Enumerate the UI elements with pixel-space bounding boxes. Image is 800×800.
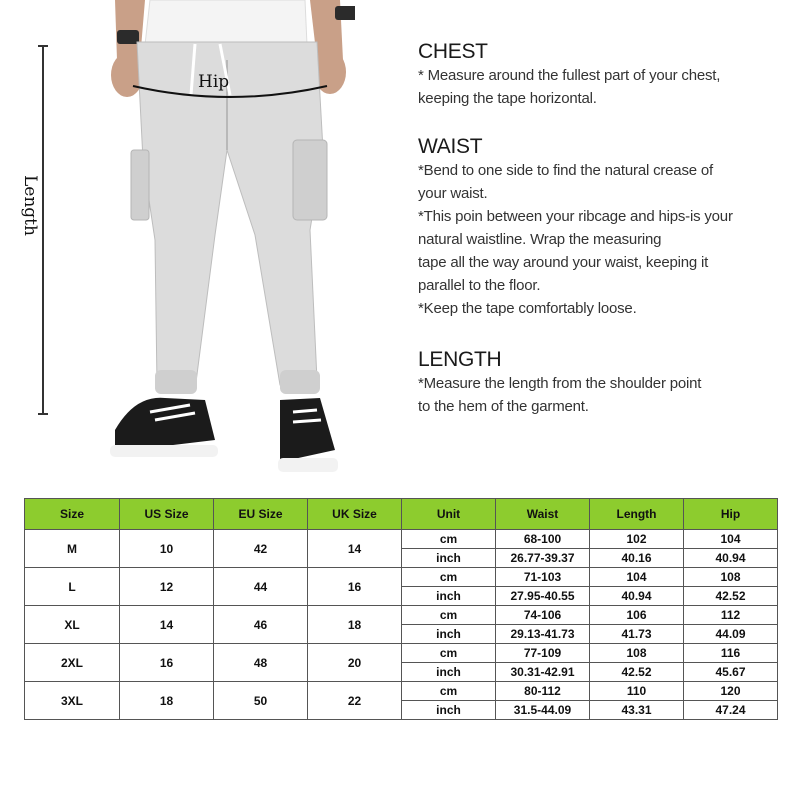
cell-hip: 47.24	[684, 701, 778, 720]
header-eu-size: EU Size	[214, 499, 308, 530]
length-section	[418, 348, 701, 418]
cell-us: 14	[120, 606, 214, 644]
cell-hip: 45.67	[684, 663, 778, 682]
length-label: Length	[20, 175, 40, 236]
cell-unit: inch	[402, 663, 496, 682]
cell-eu: 42	[214, 530, 308, 568]
cell-hip: 116	[684, 644, 778, 663]
cell-unit: cm	[402, 644, 496, 663]
cell-us: 16	[120, 644, 214, 682]
cell-eu: 48	[214, 644, 308, 682]
cell-length: 108	[590, 644, 684, 663]
waist-line: *Bend to one side to find the natural crease of	[418, 162, 713, 179]
cell-unit: inch	[402, 701, 496, 720]
cell-eu: 46	[214, 606, 308, 644]
cell-hip: 120	[684, 682, 778, 701]
size-chart-table	[24, 498, 778, 720]
cell-size: 3XL	[25, 682, 120, 720]
cell-uk: 20	[308, 644, 402, 682]
cell-unit: cm	[402, 530, 496, 549]
cell-waist: 77-109	[496, 644, 590, 663]
cell-waist: 26.77-39.37	[496, 549, 590, 568]
length-line: to the hem of the garment.	[418, 398, 589, 415]
cell-uk: 22	[308, 682, 402, 720]
cell-waist: 27.95-40.55	[496, 587, 590, 606]
cell-size: 2XL	[25, 644, 120, 682]
table-row	[25, 606, 778, 625]
length-title: LENGTH	[418, 348, 502, 371]
table-header-row	[25, 499, 778, 530]
cell-waist: 31.5-44.09	[496, 701, 590, 720]
waist-line: *Keep the tape comfortably loose.	[418, 300, 637, 317]
cell-size: XL	[25, 606, 120, 644]
waist-line: your waist.	[418, 185, 488, 202]
header-size: Size	[25, 499, 120, 530]
cell-unit: inch	[402, 587, 496, 606]
cell-hip: 40.94	[684, 549, 778, 568]
cell-waist: 71-103	[496, 568, 590, 587]
cell-eu: 50	[214, 682, 308, 720]
cell-uk: 14	[308, 530, 402, 568]
cell-uk: 18	[308, 606, 402, 644]
header-unit: Unit	[402, 499, 496, 530]
table-row	[25, 530, 778, 549]
cell-length: 106	[590, 606, 684, 625]
table-row	[25, 568, 778, 587]
cell-unit: cm	[402, 606, 496, 625]
cell-length: 43.31	[590, 701, 684, 720]
watch-icon	[117, 30, 139, 44]
chest-line: * Measure around the fullest part of your chest,	[418, 67, 721, 84]
waist-section	[418, 135, 733, 320]
cell-length: 40.16	[590, 549, 684, 568]
left-shoe-icon	[115, 398, 215, 452]
hip-label: Hip	[198, 72, 230, 92]
cell-unit: cm	[402, 568, 496, 587]
waist-line: parallel to the floor.	[418, 277, 541, 294]
cell-length: 40.94	[590, 587, 684, 606]
cell-size: M	[25, 530, 120, 568]
cell-waist: 29.13-41.73	[496, 625, 590, 644]
header-uk-size: UK Size	[308, 499, 402, 530]
cell-length: 41.73	[590, 625, 684, 644]
waist-title: WAIST	[418, 135, 483, 158]
cell-unit: cm	[402, 682, 496, 701]
cell-hip: 112	[684, 606, 778, 625]
header-waist: Waist	[496, 499, 590, 530]
cell-waist: 80-112	[496, 682, 590, 701]
cell-waist: 30.31-42.91	[496, 663, 590, 682]
cell-us: 18	[120, 682, 214, 720]
waist-line: *This poin between your ribcage and hips-is your	[418, 208, 733, 225]
cell-length: 110	[590, 682, 684, 701]
cell-waist: 68-100	[496, 530, 590, 549]
cell-size: L	[25, 568, 120, 606]
header-length: Length	[590, 499, 684, 530]
cell-unit: inch	[402, 549, 496, 568]
cell-length: 42.52	[590, 663, 684, 682]
cell-unit: inch	[402, 625, 496, 644]
cell-hip: 44.09	[684, 625, 778, 644]
cell-waist: 74-106	[496, 606, 590, 625]
waist-line: tape all the way around your waist, keeping it	[418, 254, 709, 271]
cell-length: 104	[590, 568, 684, 587]
chest-title: CHEST	[418, 40, 488, 63]
length-line: *Measure the length from the shoulder point	[418, 375, 702, 392]
right-shoe-icon	[280, 398, 335, 462]
cell-us: 10	[120, 530, 214, 568]
header-hip: Hip	[684, 499, 778, 530]
cell-eu: 44	[214, 568, 308, 606]
cell-us: 12	[120, 568, 214, 606]
table-row	[25, 682, 778, 701]
cell-hip: 108	[684, 568, 778, 587]
cell-uk: 16	[308, 568, 402, 606]
waist-line: natural waistline. Wrap the measuring	[418, 231, 662, 248]
cell-length: 102	[590, 530, 684, 549]
cell-hip: 104	[684, 530, 778, 549]
chest-section	[418, 40, 720, 110]
table-row	[25, 644, 778, 663]
chest-line: keeping the tape horizontal.	[418, 90, 597, 107]
cell-hip: 42.52	[684, 587, 778, 606]
header-us-size: US Size	[120, 499, 214, 530]
